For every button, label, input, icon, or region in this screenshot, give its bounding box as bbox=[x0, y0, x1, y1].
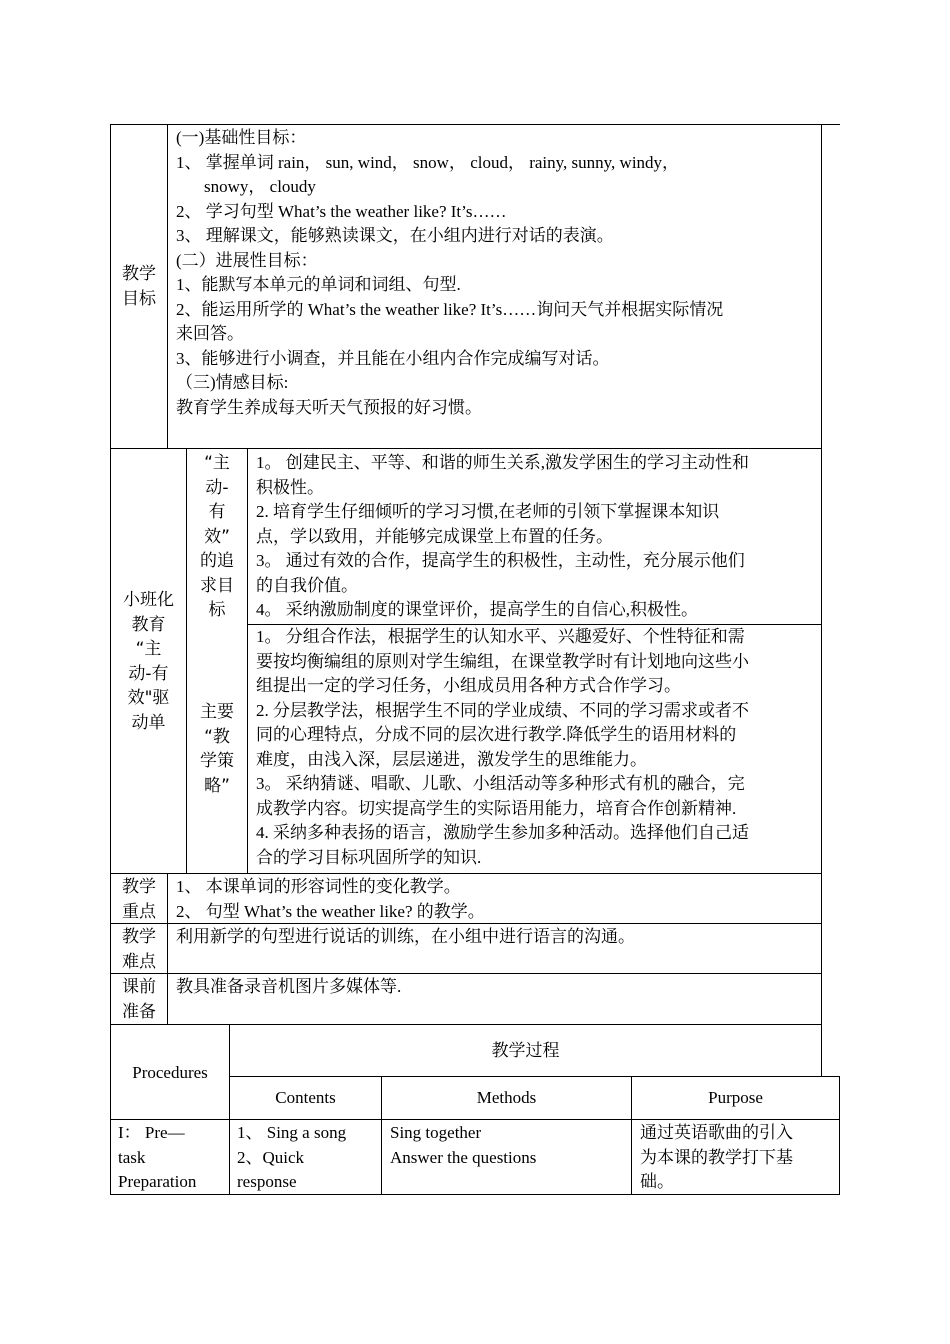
purpose-column-header: Purpose bbox=[708, 1088, 763, 1107]
objectives-line: 1、能默写本单元的单词和词组、句型. bbox=[176, 275, 461, 294]
objectives-line: （三)情感目标: bbox=[176, 373, 289, 392]
strategies-label: 主要 “教 学策 略” bbox=[200, 702, 234, 796]
objectives-line: 1、 掌握单词 rain， sun, wind， snow， cloud， rainy, sunny, windy， bbox=[176, 152, 680, 172]
preparation-content: 教具准备录音机图片多媒体等. bbox=[176, 977, 402, 996]
strategies-line: 2. 分层教学法，根据学生不同的学业成绩、不同的学习需求或者不 bbox=[256, 700, 749, 720]
objectives-line: (二）进展性目标： bbox=[176, 250, 318, 270]
goals-line: 积极性。 bbox=[256, 477, 324, 497]
strategies-line: 1。 分组合作法，根据学生的认知水平、兴趣爱好、个性特征和需 bbox=[256, 627, 745, 646]
step-cell: I： Pre— task Preparation bbox=[118, 1123, 197, 1191]
contents-column-header: Contents bbox=[275, 1088, 336, 1107]
objectives-line: snowy， cloudy bbox=[204, 177, 316, 196]
goals-line: 2. 培育学生仔细倾听的学习习惯,在老师的引领下掌握课本知识 bbox=[256, 502, 720, 521]
purpose-cell: 通过英语歌曲的引入 为本课的教学打下基 础。 bbox=[640, 1123, 793, 1191]
goals-line: 点，学以致用，并能够完成课堂上布置的任务。 bbox=[256, 526, 613, 546]
objectives-line: 2、 学习句型 What’s the weather like? It’s…… bbox=[176, 201, 507, 221]
objectives-label: 教学 目标 bbox=[122, 264, 156, 308]
difficulties-content: 利用新学的句型进行说话的训练，在小组中进行语言的沟通。 bbox=[176, 927, 635, 946]
objectives-line: 2、能运用所学的 What’s the weather like? It’s……询问天气并根据实际情况 bbox=[176, 299, 724, 319]
goals-line: 的自我价值。 bbox=[256, 575, 358, 595]
goals-line: 4。 采纳激励制度的课堂评价，提高学生的自信心,积极性。 bbox=[256, 600, 698, 619]
strategies-content bbox=[256, 625, 749, 870]
goals-line: 1。 创建民主、平等、和谐的师生关系,激发学困生的学习主动性和 bbox=[256, 453, 749, 472]
objectives-line: 3、能够进行小调查，并且能在小组内合作完成编写对话。 bbox=[176, 348, 610, 368]
objectives-line: 3、 理解课文，能够熟读课文，在小组内进行对话的表演。 bbox=[176, 226, 614, 245]
difficulties-label: 教学 难点 bbox=[122, 927, 156, 971]
key-points-content: 1、 本课单词的形容词性的变化教学。 2、 句型 What’s the weather like? 的教学。 bbox=[176, 877, 485, 921]
objectives-line: 教育学生养成每天听天气预报的好习惯。 bbox=[176, 397, 482, 417]
process-header: 教学过程 bbox=[491, 1041, 560, 1060]
objectives-line: 来回答。 bbox=[176, 324, 244, 343]
strategies-line: 难度，由浅入深，层层递进，激发学生的思维能力。 bbox=[256, 749, 647, 769]
strategies-line: 合的学习目标巩固所学的知识. bbox=[256, 847, 482, 867]
objectives-content bbox=[176, 126, 723, 420]
methods-column-header: Methods bbox=[476, 1088, 537, 1107]
small-class-label: 小班化 教育 “主 动-有 效"驱 动单 bbox=[123, 590, 174, 733]
key-points-label: 教学 重点 bbox=[122, 877, 156, 921]
strategies-line: 成教学内容。切实提高学生的实际语用能力，培育合作创新精神. bbox=[256, 798, 737, 818]
strategies-line: 要按均衡编组的原则对学生编组，在课堂教学时有计划地向这些小 bbox=[256, 651, 749, 671]
objectives-line: (一)基础性目标： bbox=[176, 128, 307, 147]
strategies-line: 3。 采纳猜谜、唱歌、儿歌、小组活动等多种形式有机的融合，完 bbox=[256, 774, 745, 793]
procedures-header: Procedures bbox=[132, 1063, 208, 1082]
goals-line: 3。 通过有效的合作，提高学生的积极性，主动性，充分展示他们 bbox=[256, 551, 745, 570]
contents-cell: 1、 Sing a song 2、Quick response bbox=[237, 1123, 347, 1191]
strategies-line: 4. 采纳多种表扬的语言，激励学生参加多种活动。选择他们自己适 bbox=[256, 823, 749, 842]
goals-label: “主 动- 有 效” 的追 求目 标 bbox=[200, 453, 234, 620]
strategies-line: 同的心理特点，分成不同的层次进行教学.降低学生的语用材料的 bbox=[256, 725, 737, 744]
strategies-line: 组提出一定的学习任务，小组成员用各种方式合作学习。 bbox=[256, 676, 681, 695]
methods-cell: Sing together Answer the questions bbox=[390, 1123, 537, 1167]
preparation-label: 课前 准备 bbox=[122, 977, 156, 1021]
goals-content bbox=[256, 451, 749, 623]
